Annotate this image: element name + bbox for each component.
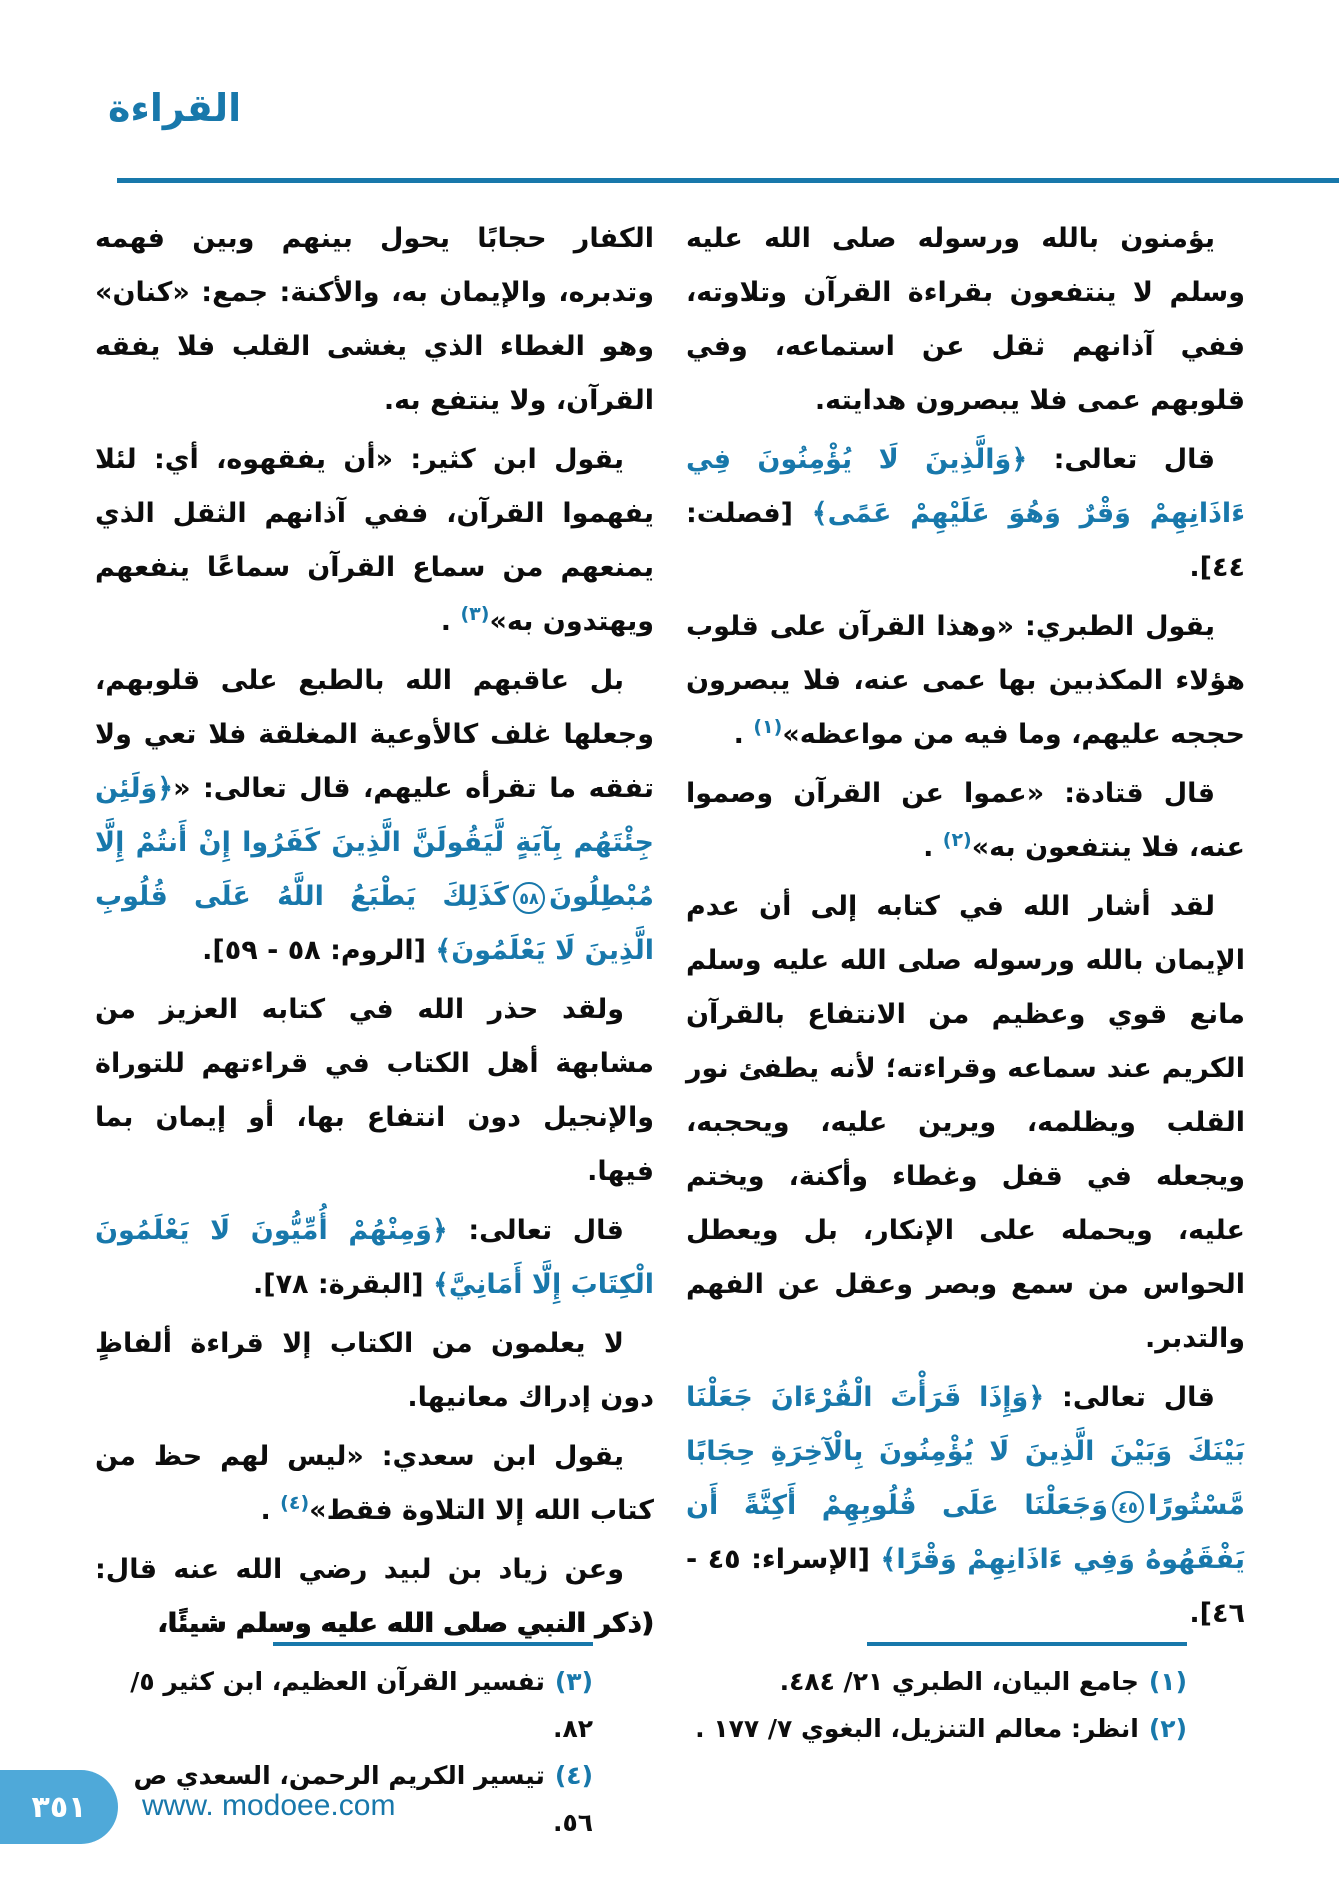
footnote-number: (١)	[1148, 1667, 1187, 1696]
footnote-text: جامع البيان، الطبري ٢١/ ٤٨٤.	[779, 1667, 1139, 1696]
text-segment: قال قتادة: «عموا عن القرآن وصموا عنه، فلا ينتفعون به»	[686, 778, 1245, 863]
ayah-number: ٤٥	[1112, 1491, 1144, 1523]
text-segment: .	[923, 832, 943, 863]
footnote-ref: (٣)	[460, 603, 490, 625]
footnote-separator-rule	[273, 1642, 593, 1646]
footnote-ref: (٢)	[942, 829, 972, 851]
page-number-badge	[0, 1770, 118, 1844]
footnote-text: تيسير الكريم الرحمن، السعدي ص ٥٦.	[133, 1761, 593, 1837]
paragraph	[95, 983, 654, 1199]
footnote-ref: (٤)	[280, 1492, 310, 1514]
page-header-title: القراءة	[108, 86, 242, 130]
paragraph	[686, 433, 1245, 595]
text-segment: يقول ابن كثير: «أن يفقهوه، أي: لئلا يفهموا القرآن، ففي آذانهم الثقل الذي يمنعهم من سماع القرآن سماعًا ينفعهم ويهتدون به»	[95, 444, 654, 637]
footnote-text: تفسير القرآن العظيم، ابن كثير ٥/ ٨٢.	[130, 1667, 593, 1743]
footnotes-right-column	[689, 1642, 1242, 1752]
text-segment: يقول الطبري: «وهذا القرآن على قلوب هؤلاء المكذبين بها عمى عنه، فلا يبصرون حججه عليهم، وما فيه من مواعظه»	[686, 611, 1245, 750]
quran-verse-segment: ﴿وَلَئِن جِئْتَهُم بِآيَةٍ لَّيَقُولَنَّ الَّذِينَ كَفَرُوا إِنْ أَنتُمْ إِلَّا مُبْطِلُونَ	[95, 773, 654, 912]
text-segment: .	[440, 606, 461, 637]
text-segment: [الروم: ٥٨ - ٥٩].	[202, 935, 436, 966]
footnote-number: (٤)	[554, 1761, 593, 1790]
footnote-line	[95, 1658, 648, 1752]
footnote-line	[689, 1705, 1242, 1752]
website-link[interactable]: www. modoee.com	[142, 1789, 396, 1822]
text-segment: لقد أشار الله في كتابه إلى أن عدم الإيمان بالله ورسوله صلى الله عليه وسلم مانع قوي وعظيم من الانتفاع بالقرآن الكريم عند سماعه وقراءته؛ لأنه يطفئ نور القلب ويظلمه، ويرين عليه، ويحجبه، ويجعله في قفل وغطاء وأكنة، ويختم عليه، ويحمله على الإنكار، بل ويعطل الحواس من سمع وبصر وعقل عن الفهم والتدبر.	[686, 891, 1245, 1354]
quran-verse-segment: ﴿وَالَّذِينَ لَا يُؤْمِنُونَ فِي ءَاذَانِهِمْ وَقْرٌ وَهُوَ عَلَيْهِمْ عَمًى﴾	[686, 444, 1245, 529]
text-segment: [فصلت: ٤٤].	[686, 498, 1245, 583]
footnote-separator-rule	[867, 1642, 1187, 1646]
paragraph	[686, 767, 1245, 875]
header-rule	[117, 178, 1339, 183]
text-segment: قال تعالى:	[1027, 444, 1215, 475]
paragraph	[95, 1430, 654, 1538]
footnote-number: (٣)	[554, 1667, 593, 1696]
paragraph	[686, 212, 1245, 428]
paragraph	[686, 880, 1245, 1366]
paragraph	[95, 1543, 654, 1640]
text-segment: بل عاقبهم الله بالطبع على قلوبهم، وجعلها غلف كالأوعية المغلقة فلا تعي ولا تفقه ما تقرأه عليهم، قال تعالى: «	[95, 665, 654, 804]
paragraph	[95, 654, 654, 978]
text-column-right	[686, 212, 1245, 1640]
footnote-ref: (١)	[753, 716, 783, 738]
quran-verse-segment: ﴿وَمِنْهُمْ أُمِّيُّونَ لَا يَعْلَمُونَ الْكِتَابَ إِلَّا أَمَانِيَّ﴾	[95, 1215, 654, 1300]
text-segment: قال تعالى:	[447, 1215, 624, 1246]
page-number: ٣٥١	[31, 1789, 87, 1825]
quran-verse-segment: كَذَلِكَ يَطْبَعُ اللَّهُ عَلَى قُلُوبِ الَّذِينَ لَا يَعْلَمُونَ﴾	[95, 881, 654, 966]
text-segment: الكفار حجابًا يحول بينهم وبين فهمه وتدبره، والإيمان به، والأكنة: جمع: «كنان» وهو الغطاء الذي يغشى القلب فلا يفقه القرآن، ولا ينتفع به.	[95, 223, 654, 416]
text-segment: وعن زياد بن لبيد رضي الله عنه قال:	[95, 1554, 624, 1585]
text-segment: .	[733, 719, 754, 750]
footnote-text: انظر: معالم التنزيل، البغوي ٧/ ١٧٧ .	[695, 1714, 1139, 1743]
hadith-segment: (ذكر النبي صلى الله عليه وسلم شيئًا،	[157, 1608, 654, 1639]
paragraph	[95, 433, 654, 649]
two-column-body	[95, 212, 1245, 1640]
quran-verse-segment: وَجَعَلْنَا عَلَى قُلُوبِهِمْ أَكِنَّةً أَن يَفْقَهُوهُ وَفِي ءَاذَانِهِمْ وَقْرًا﴾	[686, 1490, 1245, 1575]
text-column-left	[95, 212, 654, 1640]
paragraph	[95, 212, 654, 428]
text-segment: قال تعالى:	[1044, 1382, 1215, 1413]
text-segment: [البقرة: ٧٨].	[252, 1269, 434, 1300]
quran-verse-segment: ﴿وَإِذَا قَرَأْتَ الْقُرْءَانَ جَعَلْنَا بَيْنَكَ وَبَيْنَ الَّذِينَ لَا يُؤْمِنُونَ بِالْآخِرَةِ حِجَابًا مَّسْتُورًا	[686, 1382, 1245, 1521]
footnote-number: (٢)	[1148, 1714, 1187, 1743]
text-segment: ولقد حذر الله في كتابه العزيز من مشابهة أهل الكتاب في قراءتهم للتوراة والإنجيل دون انتفاع بها، أو إيمان بما فيها.	[95, 994, 654, 1187]
text-segment: [الإسراء: ٤٥ - ٤٦].	[686, 1544, 1245, 1629]
paragraph	[686, 1371, 1245, 1640]
paragraph	[686, 600, 1245, 762]
paragraph	[95, 1317, 654, 1425]
ayah-number: ٥٨	[513, 882, 545, 914]
paragraph	[95, 1204, 654, 1312]
footnote-line	[689, 1658, 1242, 1705]
text-segment: .	[260, 1495, 281, 1526]
text-segment: يؤمنون بالله ورسوله صلى الله عليه وسلم لا ينتفعون بقراءة القرآن وتلاوته، ففي آذانهم ثقل عن استماعه، وفي قلوبهم عمى فلا يبصرون هدايته.	[686, 223, 1245, 416]
text-segment: لا يعلمون من الكتاب إلا قراءة ألفاظٍ دون إدراك معانيها.	[95, 1328, 654, 1413]
text-segment: يقول ابن سعدي: «ليس لهم حظ من كتاب الله إلا التلاوة فقط»	[95, 1441, 654, 1526]
